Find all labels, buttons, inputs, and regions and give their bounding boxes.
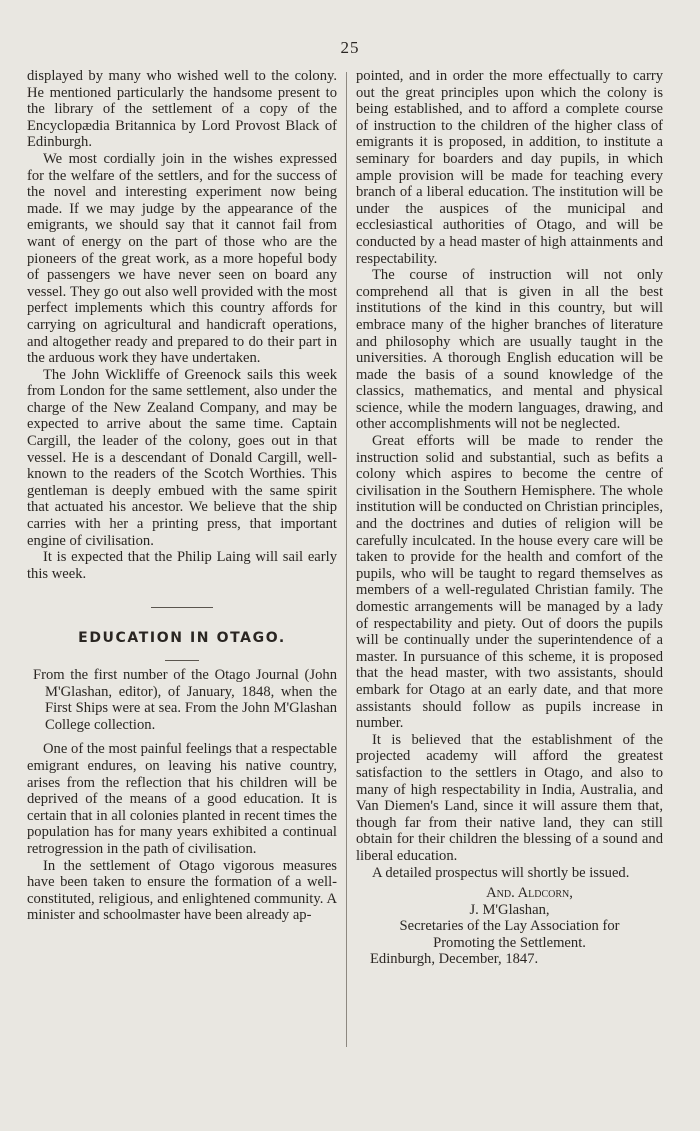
section-heading: EDUCATION IN OTAGO. xyxy=(78,630,286,647)
paragraph: The course of instruction will not only comprehend all that is given in all the best institutions of the kind in this country, but will embrace many of the higher branches of literature and philosophy which are usually taught in the universities. A thorough English education will be made the basis of a sound knowledge of the classics, mathematics, and mental and physical science, while the modern languages, drawing, and other accomplishments will not be neglected. xyxy=(356,267,663,433)
section-divider xyxy=(151,607,213,608)
paragraph: A detailed prospectus will shortly be issued. xyxy=(372,864,630,881)
paragraph: In the settlement of Otago vigorous measures have been taken to ensure the formation of a well-constituted, religious, and enlightened community. A minister and schoolmaster have been already ap- xyxy=(27,857,337,924)
paragraph: pointed, and in order the more effectually to carry out the great principles upon which the colony is being established, and to afford a complete course of instruction to the children of the higher class of emigrants it is proposed, in addition, to institute a seminary for boarders and day pupils, in which ample provision will be made for teaching every branch of a liberal education. The institution will be under the auspices of the municipal and ecclesiastical authorities of Otago, and will be conducted by a head master of high attainments and respectability. xyxy=(356,68,663,267)
left-column xyxy=(27,68,337,924)
signatory-name: And. Aldcorn, xyxy=(486,885,573,902)
signatory-name: J. M'Glashan, xyxy=(469,901,550,918)
source-note: From the first number of the Otago Journal (John M'Glashan, editor), of January, 1848, when the First Ships were at sea. From the John M'Glashan College collection. xyxy=(33,667,337,733)
signature-block xyxy=(356,885,663,968)
signatory-role: Promoting the Settlement. xyxy=(433,934,586,951)
paragraph: One of the most painful feelings that a respectable emigrant endures, on leaving his native country, arises from the reflection that his children will be deprived of the means of a good education. It is certain that in all colonies planted in recent times the population has for many years exhibited a continual retrogression in the path of civilisation. xyxy=(27,741,337,857)
column-divider xyxy=(346,72,347,1047)
paragraph: displayed by many who wished well to the colony. He mentioned particularly the handsome present to the library of the settlement of a copy of the Encyclopædia Britannica by Lord Provost Black of Edinburgh. xyxy=(27,68,337,151)
page-number: 25 xyxy=(340,38,360,57)
place-date: Edinburgh, December, 1847. xyxy=(370,951,539,968)
right-column xyxy=(356,68,663,968)
paragraph: It is believed that the establishment of the projected academy will afford the greatest satisfaction to the settlers in Otago, and also to many of high respectability in India, Australia, and Van Diemen's Land, since it will assure them that, though far from their native land, they can still obtain for their children the blessing of a sound and liberal education. xyxy=(356,731,663,864)
paragraph: It is expected that the Philip Laing will sail early this week. xyxy=(27,549,337,582)
heading-underline xyxy=(165,660,199,661)
paragraph: The John Wickliffe of Greenock sails this week from London for the same settlement, also under the charge of the New Zealand Company, and may be expected to arrive about the same time. Captain Cargill, the leader of the colony, goes out in that vessel. He is a descendant of Donald Cargill, well-known to the readers of the Scotch Worthies. This gentleman is deeply embued with the same spirit that actuated his ancestor. We believe that the ship carries with her a printing press, that important engine of civilisation. xyxy=(27,366,337,549)
signatory-role: Secretaries of the Lay Association for xyxy=(399,918,620,935)
paragraph: Great efforts will be made to render the instruction solid and substantial, such as befits a colony which aspires to become the centre of civilisation in the Southern Hemisphere. The whole institution will be conducted on Christian principles, and the doctrines and duties of religion will be carefully inculcated. In the house every care will be taken to provide for the health and comfort of the pupils, who will be taught to regard themselves as members of a well-regulated Christian family. The domestic arrangements will be managed by a lady of respectability and piety. Out of doors the pupils will be continually under the superintendence of a master. In pursuance of this scheme, it is proposed that the head master, with two assistants, should embark for Otago at an early date, and that more assistants should follow as pupils increase in number. xyxy=(356,433,663,732)
paragraph: We most cordially join in the wishes expressed for the welfare of the settlers, and for the success of the novel and interesting experiment now being made. If we may judge by the appearance of the emigrants, we should say that it cannot fail from want of energy on the part of those who are the pioneers of the great work, as a more hopeful body of passengers we have never seen on board any vessel. They go out also well provided with the most perfect implements which this country affords for carrying on agricultural and handicraft operations, and altogether ready and prepared to do their part in the arduous work they have undertaken. xyxy=(27,150,337,367)
